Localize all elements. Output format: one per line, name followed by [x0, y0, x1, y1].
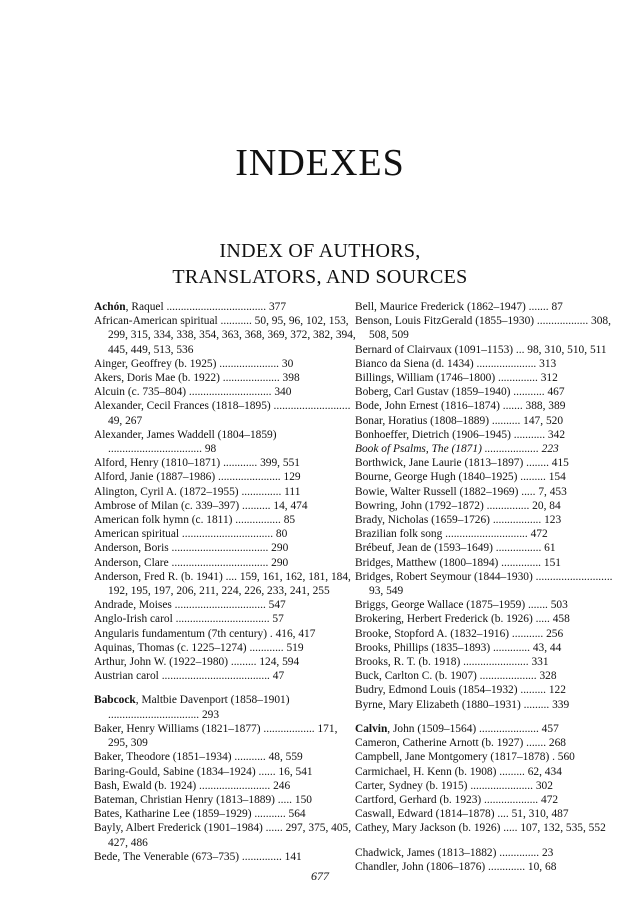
page-number: 677 [311, 869, 329, 883]
index-entry: Ambrose of Milan (c. 339–397) .......... 14, 474 [94, 499, 308, 512]
index-entry: Bernard of Clairvaux (1091–1153) ... 98, 310, 510, 511 [355, 343, 607, 356]
index-entry: Achón, Raquel ................................... 377 [94, 301, 287, 313]
index-entry: Briggs, George Wallace (1875–1959) ....... 503 [355, 599, 568, 612]
index-entry: Bates, Katharine Lee (1859–1929) ........... 564 [94, 808, 306, 821]
index-entry: Alford, Henry (1810–1871) ............ 399, 551 [94, 457, 300, 470]
index-entry: African-American spiritual ........... 50, 95, 96, 102, 153, 299, 315, 334, 338, 354, 363, 368, 369, 372, 382, 394, 445, 449, 513, 536 [94, 315, 356, 356]
index-entry: Borthwick, Jane Laurie (1813–1897) ........ 415 [355, 457, 569, 470]
index-subtitle [0, 238, 640, 290]
index-entry: Boberg, Carl Gustav (1859–1940) ........... 467 [355, 386, 565, 399]
index-entry: Brébeuf, Jean de (1593–1649) ................ 61 [355, 542, 556, 555]
index-entry: Baring-Gould, Sabine (1834–1924) ...... 16, 541 [94, 765, 313, 778]
index-entry: Campbell, Jane Montgomery (1817–1878) . 560 [355, 751, 575, 764]
index-entry: Alexander, James Waddell (1804–1859) ................................. 98 [94, 428, 277, 456]
index-entry: Arthur, John W. (1922–1980) ......... 124, 594 [94, 656, 300, 669]
index-entry: Alford, Janie (1887–1986) ...................... 129 [94, 471, 301, 484]
index-entry: Billings, William (1746–1800) .............. 312 [355, 372, 558, 385]
index-entry: Bonar, Horatius (1808–1889) .......... 147, 520 [355, 414, 564, 427]
index-entry: Andrade, Moises ................................ 547 [94, 599, 286, 612]
index-entry: Bowring, John (1792–1872) ............... 20, 84 [355, 499, 561, 512]
index-entry: Akers, Doris Mae (b. 1922) .................... 398 [94, 372, 300, 385]
index-entry: Ainger, Geoffrey (b. 1925) ..................... 30 [94, 357, 294, 370]
subtitle-line-1: INDEX OF AUTHORS, [219, 240, 421, 262]
index-entry: Bridges, Robert Seymour (1844–1930) ........................... 93, 549 [355, 570, 613, 598]
index-entry: Alcuin (c. 735–804) ............................. 340 [94, 386, 292, 399]
index-entry: Anglo-Irish carol ................................. 57 [94, 613, 284, 626]
index-entry: Bell, Maurice Frederick (1862–1947) ....... 87 [355, 301, 563, 313]
index-entry: Anderson, Fred R. (b. 1941) .... 159, 161, 162, 181, 184, 192, 195, 197, 206, 211, 224, 226, 233, 241, 255 [94, 570, 351, 598]
index-entry: Bowie, Walter Russell (1882–1969) ..... 7, 453 [355, 485, 567, 498]
index-entry: Bianco da Siena (d. 1434) ..................... 313 [355, 357, 557, 370]
index-entry: American spiritual ................................ 80 [94, 528, 288, 541]
index-entry: Brazilian folk song ............................. 472 [355, 528, 548, 541]
index-entry: Cathey, Mary Jackson (b. 1926) ..... 107, 132, 535, 552 [355, 822, 606, 835]
index-entry: Brokering, Herbert Frederick (b. 1926) ..... 458 [355, 613, 570, 626]
index-entry: Bayly, Albert Frederick (1901–1984) ...... 297, 375, 405, 427, 486 [94, 822, 352, 849]
index-entry: Anderson, Boris .................................. 290 [94, 542, 289, 555]
index-entry: Baker, Theodore (1851–1934) ........... 48, 559 [94, 751, 303, 764]
index-entry: Cartford, Gerhard (b. 1923) ................... 472 [355, 793, 559, 806]
index-entry: Calvin, John (1509–1564) ..................... 457 [355, 722, 559, 735]
index-entry: Alington, Cyril A. (1872–1955) .............. 111 [94, 485, 301, 498]
index-entry: Anderson, Clare .................................. 290 [94, 556, 289, 569]
index-entry: Carmichael, H. Kenn (b. 1908) ......... 62, 434 [355, 765, 562, 778]
index-entry: Bateman, Christian Henry (1813–1889) ..... 150 [94, 793, 312, 806]
index-entry: Budry, Edmond Louis (1854–1932) ......... 122 [355, 684, 566, 697]
index-entry: Caswall, Edward (1814–1878) .... 51, 310, 487 [355, 808, 569, 821]
index-entry: Angularis fundamentum (7th century) . 416, 417 [94, 627, 316, 640]
index-entry: Bonhoeffer, Dietrich (1906–1945) ........... 342 [355, 428, 566, 441]
index-entry: American folk hymn (c. 1811) ................ 85 [94, 514, 296, 527]
page-title: INDEXES [235, 142, 405, 184]
index-entry: Buck, Carlton C. (b. 1907) .................... 328 [355, 670, 557, 683]
index-column-right [355, 300, 619, 874]
index-entry: Carter, Sydney (b. 1915) ...................... 302 [355, 779, 553, 792]
index-entry: Babcock, Maltbie Davenport (1858–1901) ................................ 293 [94, 694, 290, 721]
index-entry: Bede, The Venerable (673–735) .............. 141 [94, 850, 302, 863]
index-entry: Brooke, Stopford A. (1832–1916) ........... 256 [355, 627, 564, 640]
index-entry: Bode, John Ernest (1816–1874) ....... 388, 389 [355, 400, 566, 413]
index-column-left [94, 300, 359, 864]
index-entry: Aquinas, Thomas (c. 1225–1274) ............ 519 [94, 641, 304, 654]
index-entry: Chadwick, James (1813–1882) .............. 23 [355, 846, 554, 859]
index-entry: Book of Psalms, The (1871) ................... 223 [355, 443, 559, 456]
index-entry: Brady, Nicholas (1659–1726) ................. 123 [355, 514, 562, 527]
index-entry: Alexander, Cecil Frances (1818–1895) ........................... 49, 267 [94, 400, 351, 427]
index-entry: Benson, Louis FitzGerald (1855–1930) .................. 308, 508, 509 [355, 315, 611, 342]
index-entry: Baker, Henry Williams (1821–1877) .................. 171, 295, 309 [94, 722, 338, 750]
subtitle-line-2: TRANSLATORS, AND SOURCES [172, 266, 468, 288]
index-entry: Bourne, George Hugh (1840–1925) ......... 154 [355, 471, 566, 484]
index-entry: Byrne, Mary Elizabeth (1880–1931) ......... 339 [355, 698, 570, 711]
index-entry: Brooks, R. T. (b. 1918) ....................... 331 [355, 656, 549, 669]
index-entry: Austrian carol ...................................... 47 [94, 670, 285, 683]
index-entry: Cameron, Catherine Arnott (b. 1927) ....... 268 [355, 737, 567, 750]
index-entry: Chandler, John (1806–1876) ............. 10, 68 [355, 860, 557, 873]
index-entry: Brooks, Phillips (1835–1893) ............. 43, 44 [355, 641, 562, 654]
index-entry: Bridges, Matthew (1800–1894) .............. 151 [355, 556, 561, 569]
index-entry: Bash, Ewald (b. 1924) ......................... 246 [94, 779, 291, 792]
